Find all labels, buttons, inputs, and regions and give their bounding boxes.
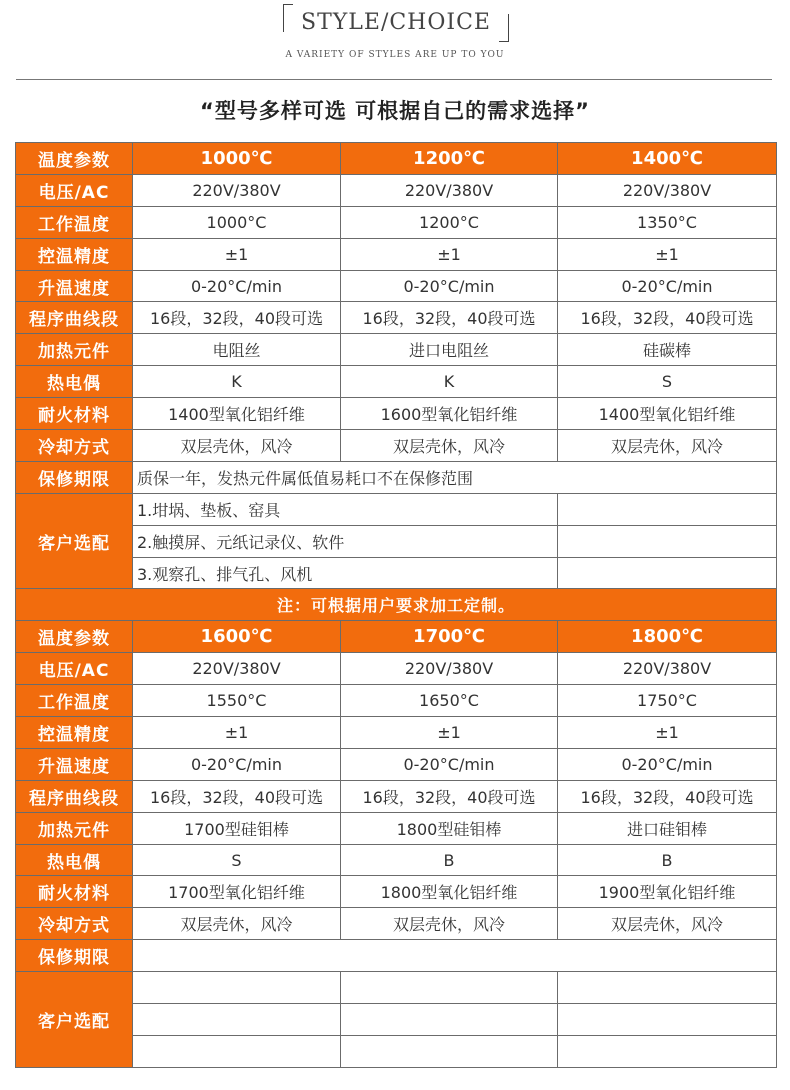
table-row — [16, 302, 777, 334]
table-cell: 1600型氧化铝纤维 — [341, 398, 558, 430]
table-cell: 进口硅钼棒 — [558, 812, 777, 844]
table-row — [16, 717, 777, 749]
table-cell: 1000°C — [133, 206, 341, 238]
model-header: 1400℃ — [558, 143, 777, 175]
table-cell — [341, 1004, 558, 1036]
table-row — [16, 748, 777, 780]
row-label: 升温速度 — [16, 270, 133, 302]
table-row — [16, 143, 777, 175]
row-label: 工作温度 — [16, 206, 133, 238]
table-cell — [558, 972, 777, 1004]
table-cell: 0-20°C/min — [133, 270, 341, 302]
table-cell: ±1 — [558, 238, 777, 270]
table-cell — [558, 1004, 777, 1036]
row-label: 程序曲线段 — [16, 780, 133, 812]
table-cell: K — [341, 366, 558, 398]
table-cell: 16段，32段，40段可选 — [133, 780, 341, 812]
brand-subtitle: A VARIETY OF STYLES ARE UP TO YOU — [285, 50, 505, 60]
table-row — [16, 653, 777, 685]
row-label: 升温速度 — [16, 748, 133, 780]
table-cell: 16段，32段，40段可选 — [558, 302, 777, 334]
row-label: 温度参数 — [16, 143, 133, 175]
row-label: 温度参数 — [16, 621, 133, 653]
table-cell: 220V/380V — [133, 653, 341, 685]
row-label: 电压/AC — [16, 174, 133, 206]
table-row — [16, 908, 777, 940]
table-cell: 1350°C — [558, 206, 777, 238]
table-row — [16, 589, 777, 621]
table-cell: 220V/380V — [558, 174, 777, 206]
table-cell: 16段，32段，40段可选 — [558, 780, 777, 812]
row-label: 热电偶 — [16, 844, 133, 876]
table-cell — [133, 1004, 341, 1036]
brand-title: STYLE/CHOICE — [301, 10, 491, 35]
option-item: 2.触摸屏、元纸记录仪、软件 — [133, 525, 558, 557]
table-row — [16, 940, 777, 972]
table-row — [16, 461, 777, 493]
table-cell: 220V/380V — [341, 174, 558, 206]
table-cell: 220V/380V — [133, 174, 341, 206]
table-row — [16, 812, 777, 844]
table-row — [16, 876, 777, 908]
page-headline: “型号多样可选 可根据自己的需求选择” — [200, 99, 590, 123]
row-label: 客户选配 — [16, 493, 133, 589]
divider — [16, 79, 772, 80]
brand-header — [0, 0, 790, 80]
table-row — [16, 206, 777, 238]
table-cell: 双层壳休，风冷 — [558, 908, 777, 940]
table-row — [16, 270, 777, 302]
table-row — [16, 780, 777, 812]
row-label: 加热元件 — [16, 812, 133, 844]
table-row — [16, 972, 777, 1004]
table-cell: ±1 — [133, 238, 341, 270]
table-cell: 16段，32段，40段可选 — [133, 302, 341, 334]
model-header: 1800℃ — [558, 621, 777, 653]
table-cell: B — [558, 844, 777, 876]
spec-table — [15, 142, 777, 1068]
model-header: 1700℃ — [341, 621, 558, 653]
row-label: 加热元件 — [16, 334, 133, 366]
table-cell: 1900型氧化铝纤维 — [558, 876, 777, 908]
table-cell — [558, 1035, 777, 1067]
row-label: 冷却方式 — [16, 908, 133, 940]
table-cell: 0-20°C/min — [133, 748, 341, 780]
table-cell: 220V/380V — [341, 653, 558, 685]
row-label: 耐火材料 — [16, 398, 133, 430]
table-cell: ±1 — [341, 238, 558, 270]
table-cell — [558, 525, 777, 557]
table-cell: S — [558, 366, 777, 398]
table-row — [16, 844, 777, 876]
warranty-cell: 质保一年，发热元件属低值易耗口不在保修范围 — [133, 461, 777, 493]
table-cell: 双层壳休，风冷 — [341, 430, 558, 462]
table-cell: 1550°C — [133, 685, 341, 717]
model-header: 1000℃ — [133, 143, 341, 175]
table-cell: 1200°C — [341, 206, 558, 238]
row-label: 电压/AC — [16, 653, 133, 685]
table-row — [16, 366, 777, 398]
brand-frame — [283, 4, 509, 42]
warranty-cell — [133, 940, 777, 972]
row-label: 程序曲线段 — [16, 302, 133, 334]
table-cell: ±1 — [341, 717, 558, 749]
table-cell: 1800型氧化铝纤维 — [341, 876, 558, 908]
table-cell: 0-20°C/min — [558, 270, 777, 302]
table-cell — [558, 557, 777, 589]
table-cell: B — [341, 844, 558, 876]
table-row — [16, 493, 777, 525]
table-cell: 1400型氧化铝纤维 — [558, 398, 777, 430]
table-cell — [133, 1035, 341, 1067]
custom-note: 注：可根据用户要求加工定制。 — [16, 589, 777, 621]
table-cell — [558, 493, 777, 525]
table-cell: 进口电阻丝 — [341, 334, 558, 366]
table-row — [16, 685, 777, 717]
table-cell: 0-20°C/min — [558, 748, 777, 780]
table-row — [16, 334, 777, 366]
table-cell: 双层壳休，风冷 — [133, 908, 341, 940]
table-cell: 双层壳休，风冷 — [558, 430, 777, 462]
table-cell: 双层壳休，风冷 — [341, 908, 558, 940]
table-cell — [341, 972, 558, 1004]
table-row — [16, 621, 777, 653]
table-cell: 16段，32段，40段可选 — [341, 302, 558, 334]
table-cell: 16段，32段，40段可选 — [341, 780, 558, 812]
table-cell: 电阻丝 — [133, 334, 341, 366]
table-cell: 双层壳休，风冷 — [133, 430, 341, 462]
table-cell: 0-20°C/min — [341, 270, 558, 302]
table-cell: 220V/380V — [558, 653, 777, 685]
table-cell: 1700型氧化铝纤维 — [133, 876, 341, 908]
row-label: 冷却方式 — [16, 430, 133, 462]
table-cell: 1400型氧化铝纤维 — [133, 398, 341, 430]
table-row — [16, 430, 777, 462]
row-label: 工作温度 — [16, 685, 133, 717]
model-header: 1600℃ — [133, 621, 341, 653]
table-cell: 硅碳棒 — [558, 334, 777, 366]
row-label: 保修期限 — [16, 940, 133, 972]
table-row — [16, 398, 777, 430]
table-cell: 0-20°C/min — [341, 748, 558, 780]
table-cell: 1800型硅钼棒 — [341, 812, 558, 844]
table-cell — [133, 972, 341, 1004]
row-label: 客户选配 — [16, 972, 133, 1068]
table-row — [16, 238, 777, 270]
table-cell: S — [133, 844, 341, 876]
table-cell: K — [133, 366, 341, 398]
row-label: 耐火材料 — [16, 876, 133, 908]
table-cell: ±1 — [558, 717, 777, 749]
row-label: 保修期限 — [16, 461, 133, 493]
row-label: 控温精度 — [16, 717, 133, 749]
table-cell: 1750°C — [558, 685, 777, 717]
option-item: 3.观察孔、排气孔、风机 — [133, 557, 558, 589]
table-cell: ±1 — [133, 717, 341, 749]
table-row — [16, 174, 777, 206]
row-label: 热电偶 — [16, 366, 133, 398]
table-cell — [341, 1035, 558, 1067]
option-item: 1.坩埚、垫板、窑具 — [133, 493, 558, 525]
model-header: 1200℃ — [341, 143, 558, 175]
table-cell: 1650°C — [341, 685, 558, 717]
row-label: 控温精度 — [16, 238, 133, 270]
table-cell: 1700型硅钼棒 — [133, 812, 341, 844]
